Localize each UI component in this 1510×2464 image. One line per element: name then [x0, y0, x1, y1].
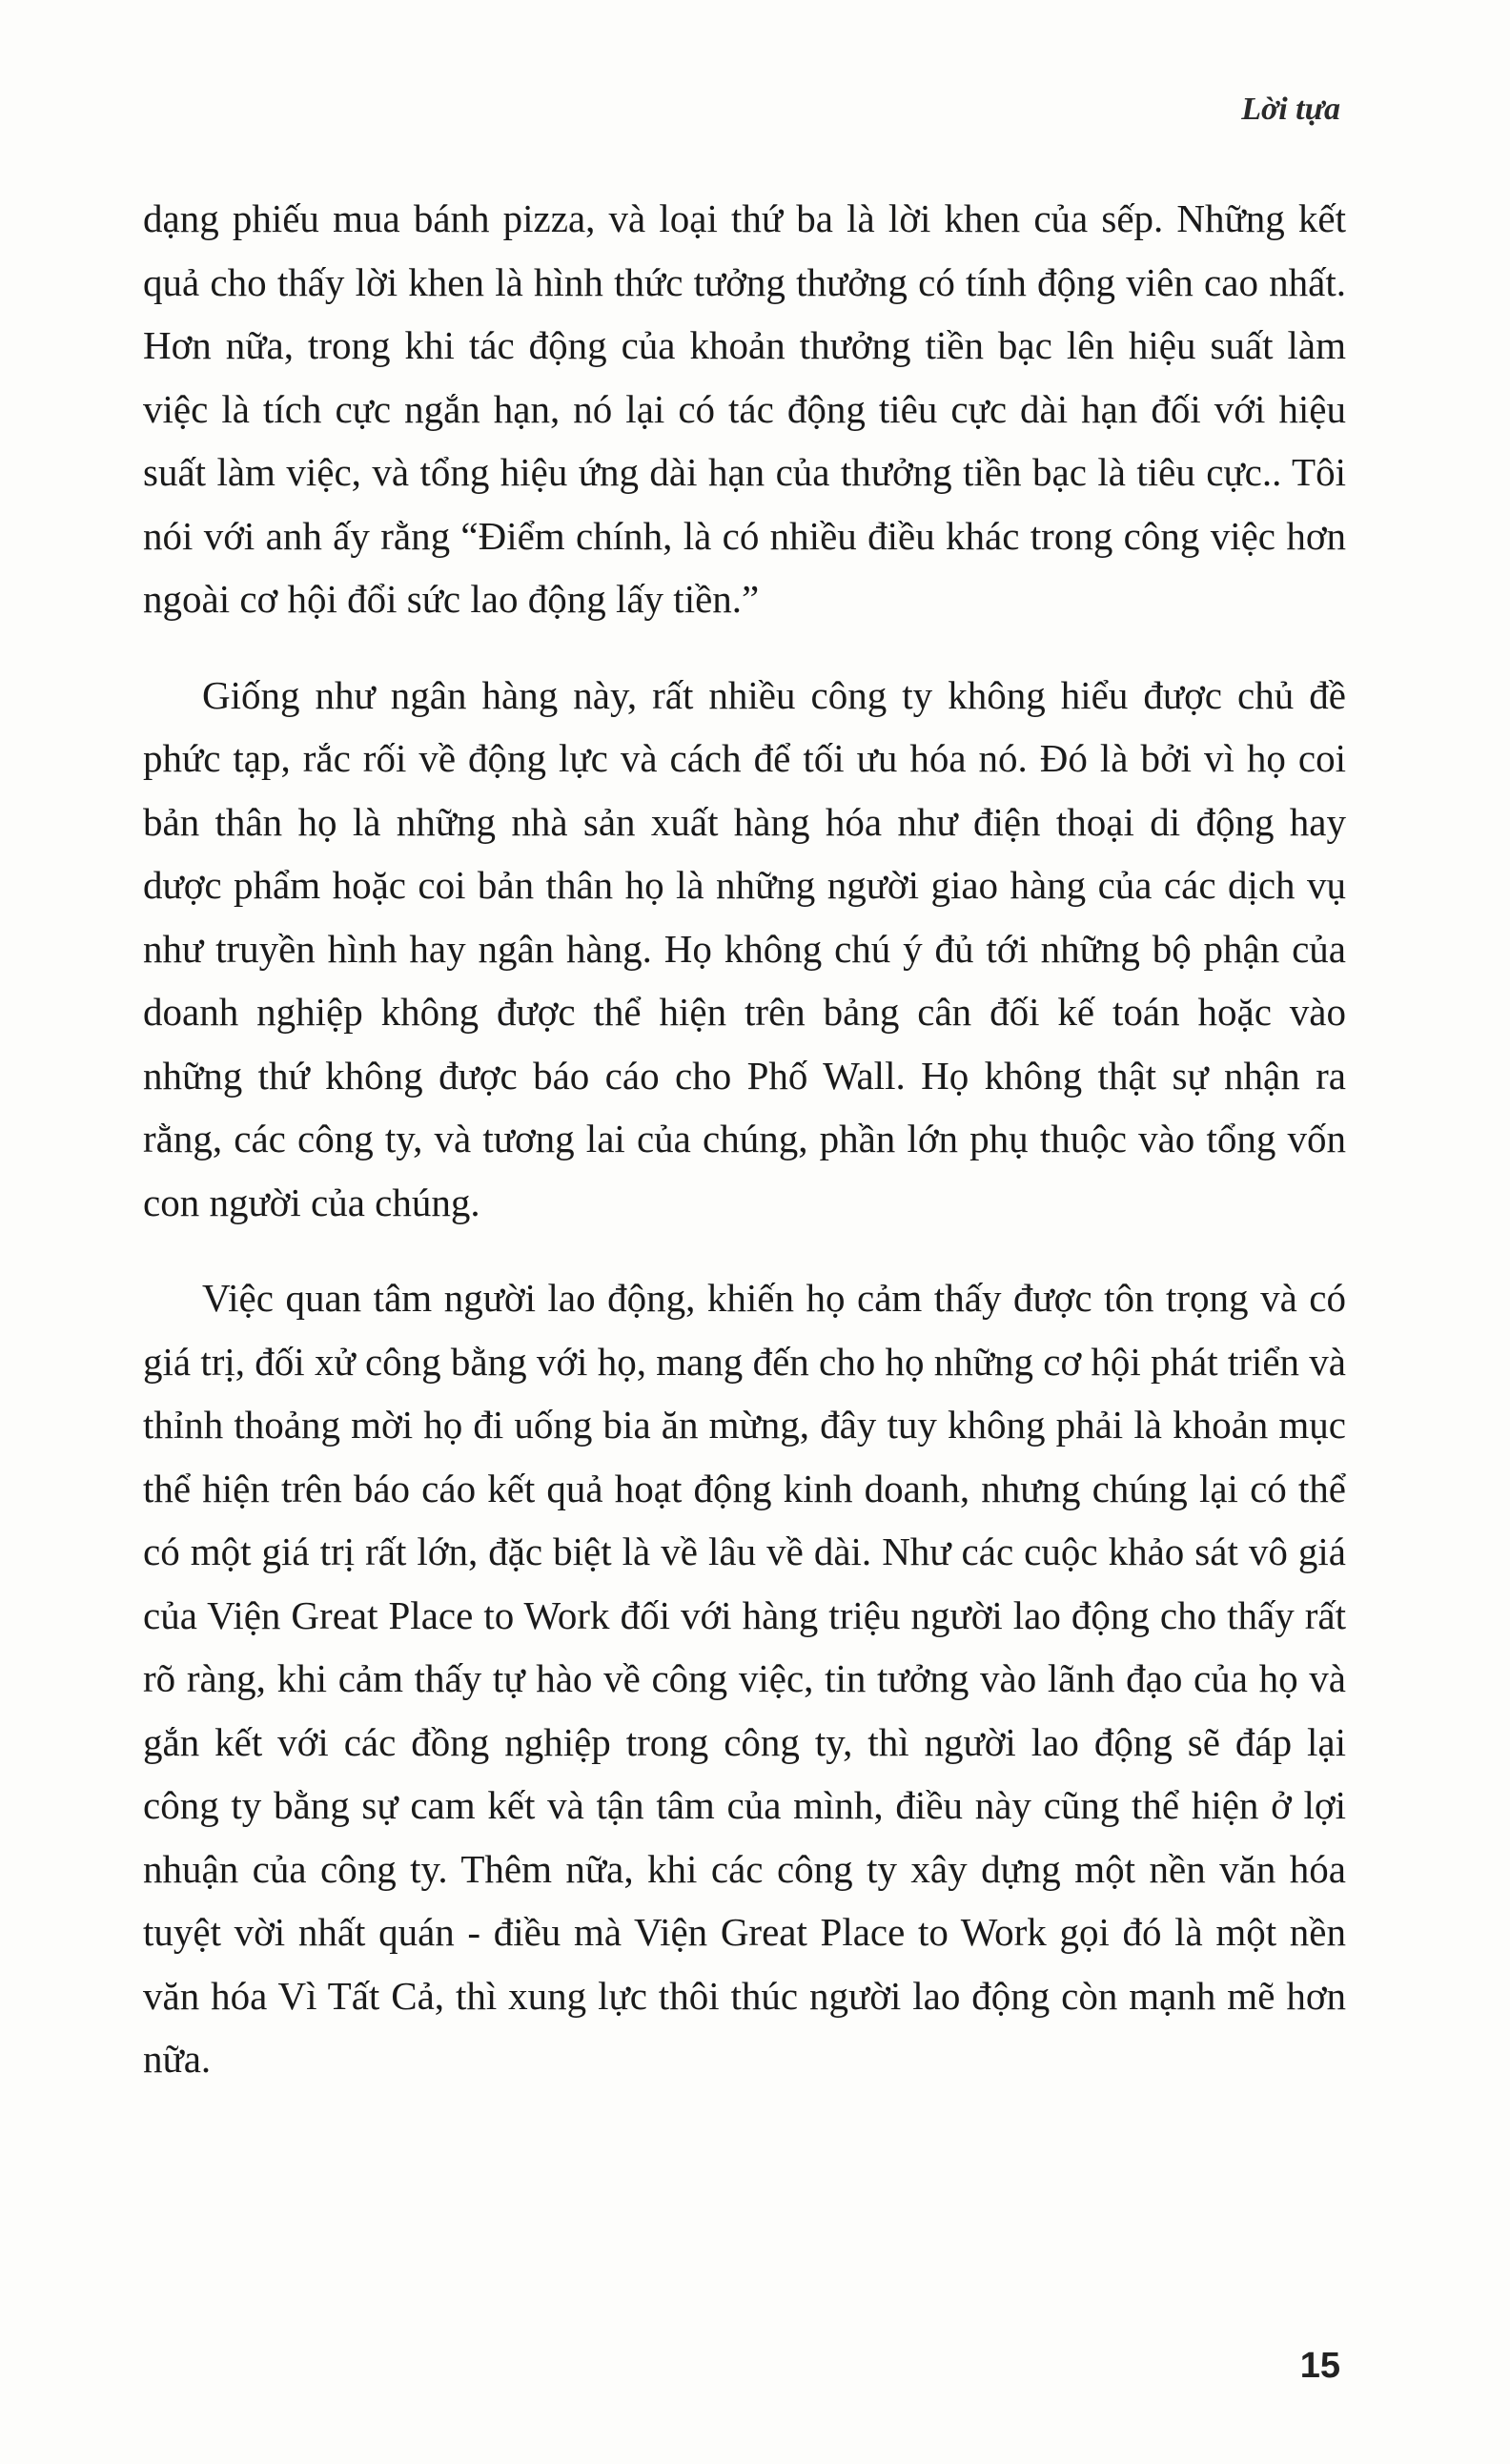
body-text — [143, 187, 1346, 2091]
paragraph-3: Việc quan tâm người lao động, khiến họ cảm thấy được tôn trọng và có giá trị, đối xử công bằng với họ, mang đến cho họ những cơ hội phát triển và thỉnh thoảng mời họ đi uống bia ăn mừng, đây tuy không phải là khoản mục thể hiện trên báo cáo kết quả hoạt động kinh doanh, nhưng chúng lại có thể có một giá trị rất lớn, đặc biệt là về lâu về dài. Như các cuộc khảo sát vô giá của Viện Great Place to Work đối với hàng triệu người lao động cho thấy rất rõ ràng, khi cảm thấy tự hào về công việc, tin tưởng vào lãnh đạo của họ và gắn kết với các đồng nghiệp trong công ty, thì người lao động sẽ đáp lại công ty bằng sự cam kết và tận tâm của mình, điều này cũng thể hiện ở lợi nhuận của công ty. Thêm nữa, khi các công ty xây dựng một nền văn hóa tuyệt vời nhất quán - điều mà Viện Great Place to Work gọi đó là một nền văn hóa Vì Tất Cả, thì xung lực thôi thúc người lao động còn mạnh mẽ hơn nữa. — [143, 1276, 1346, 2081]
paragraph-2: Giống như ngân hàng này, rất nhiều công ty không hiểu được chủ đề phức tạp, rắc rối về động lực và cách để tối ưu hóa nó. Đó là bởi vì họ coi bản thân họ là những nhà sản xuất hàng hóa như điện thoại di động hay dược phẩm hoặc coi bản thân họ là những người giao hàng của các dịch vụ như truyền hình hay ngân hàng. Họ không chú ý đủ tới những bộ phận của doanh nghiệp không được thể hiện trên bảng cân đối kế toán hoặc vào những thứ không được báo cáo cho Phố Wall. Họ không thật sự nhận ra rằng, các công ty, và tương lai của chúng, phần lớn phụ thuộc vào tổng vốn con người của chúng. — [143, 672, 1346, 1224]
paragraph-1: dạng phiếu mua bánh pizza, và loại thứ ba là lời khen của sếp. Những kết quả cho thấy lời khen là hình thức tưởng thưởng có tính động viên cao nhất. Hơn nữa, trong khi tác động của khoản thưởng tiền bạc lên hiệu suất làm việc là tích cực ngắn hạn, nó lại có tác động tiêu cực dài hạn đối với hiệu suất làm việc, và tổng hiệu ứng dài hạn của thưởng tiền bạc là tiêu cực.. Tôi nói với anh ấy rằng “Điểm chính, là có nhiều điều khác trong công việc hơn ngoài cơ hội đổi sức lao động lấy tiền.” — [143, 196, 1346, 621]
page-number: 15 — [1299, 2346, 1340, 2386]
running-header: Lời tựa — [1241, 92, 1340, 127]
